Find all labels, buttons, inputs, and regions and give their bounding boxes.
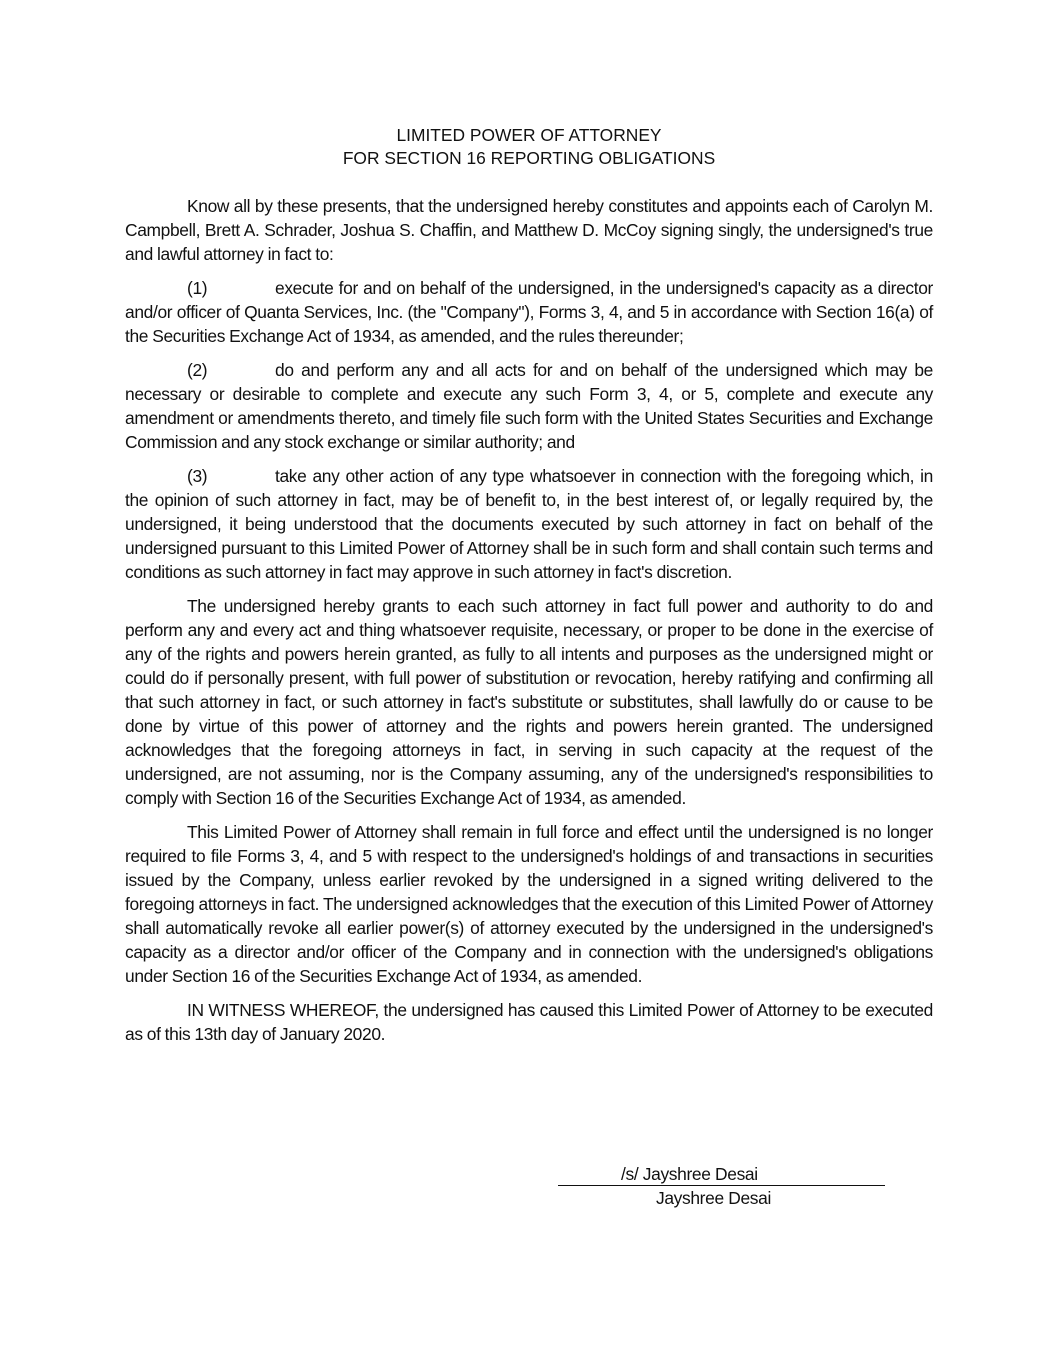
signature-block [558,1163,885,1210]
intro-paragraph: Know all by these presents, that the undersigned hereby constitutes and appoints each of Carolyn M. Campbell, Brett A. Schrader, Joshua S. Chaffin, and Matthew D. McCoy signing singly, the undersigned's true and lawful attorney in fact to: [125,196,933,264]
witness-paragraph: IN WITNESS WHEREOF, the undersigned has caused this Limited Power of Attorney to be executed as of this 13th day of January 2020. [125,1000,933,1044]
signer-name: Jayshree Desai [656,1188,771,1208]
title-line-1: LIMITED POWER OF ATTORNEY [396,125,662,145]
grant-paragraph: The undersigned hereby grants to each such attorney in fact full power and authority to do and perform any and every act and thing whatsoever requisite, necessary, or proper to be done in the exercise of any of the rights and powers herein granted, as fully to all intents and purposes as the undersigned might or could do if personally present, with full power of substitution or revocation, hereby ratifying and confirming all that such attorney in fact, or such attorney in fact's substitute or substitutes, shall lawfully do or cause to be done by virtue of this power of attorney and the rights and powers herein granted. The undersigned acknowledges that the foregoing attorneys in fact, in serving in such capacity at the request of the undersigned, are not assuming, nor is the Company assuming, any of the undersigned's responsibilities to comply with Section 16 of the Securities Exchange Act of 1934, as amended. [125,596,933,808]
list-item-text: take any other action of any type whatsoever in connection with the foregoing which, in the opinion of such attorney in fact, may be of benefit to, in the best interest of, or legally required by, the undersigned, it being understood that the documents executed by such attorney in fact on behalf of the undersigned pursuant to this Limited Power of Attorney shall be in such form and shall contain such terms and conditions as such attorney in fact may approve in such attorney in fact's discretion. [125,466,933,582]
list-item-number: (1) [187,278,208,298]
document-body [125,124,933,1046]
list-item-number: (3) [187,466,208,486]
list-item-number: (2) [187,360,208,380]
list-item-text: do and perform any and all acts for and on behalf of the undersigned which may be necessary or desirable to complete and execute any such Form 3, 4, or 5, complete and execute any amendment or amendments thereto, and timely file such form with the United States Securities and Exchange Commission and any stock exchange or similar authority; and [125,360,933,452]
list-item-1 [125,276,933,348]
list-item-text: execute for and on behalf of the undersigned, in the undersigned's capacity as a director and/or officer of Quanta Services, Inc. (the "Company"), Forms 3, 4, and 5 in accordance with Section 16(a) of the Securities Exchange Act of 1934, as amended, and the rules thereunder; [125,278,933,346]
list-item-3 [125,464,933,584]
duration-paragraph: This Limited Power of Attorney shall remain in full force and effect until the undersigned is no longer required to file Forms 3, 4, and 5 with respect to the undersigned's holdings of and transactions in securities issued by the Company, unless earlier revoked by the undersigned in a signed writing delivered to the foregoing attorneys in fact. The undersigned acknowledges that the execution of this Limited Power of Attorney shall automatically revoke all earlier power(s) of attorney executed by the undersigned in the undersigned's capacity as a director and/or officer of the Company and in connection with the undersigned's obligations under Section 16 of the Securities Exchange Act of 1934, as amended. [125,822,933,986]
title-line-2: FOR SECTION 16 REPORTING OBLIGATIONS [342,148,716,168]
signature-line [558,1163,885,1186]
list-item-2 [125,358,933,454]
signature: /s/ Jayshree Desai [621,1164,758,1184]
document-title [125,124,933,170]
